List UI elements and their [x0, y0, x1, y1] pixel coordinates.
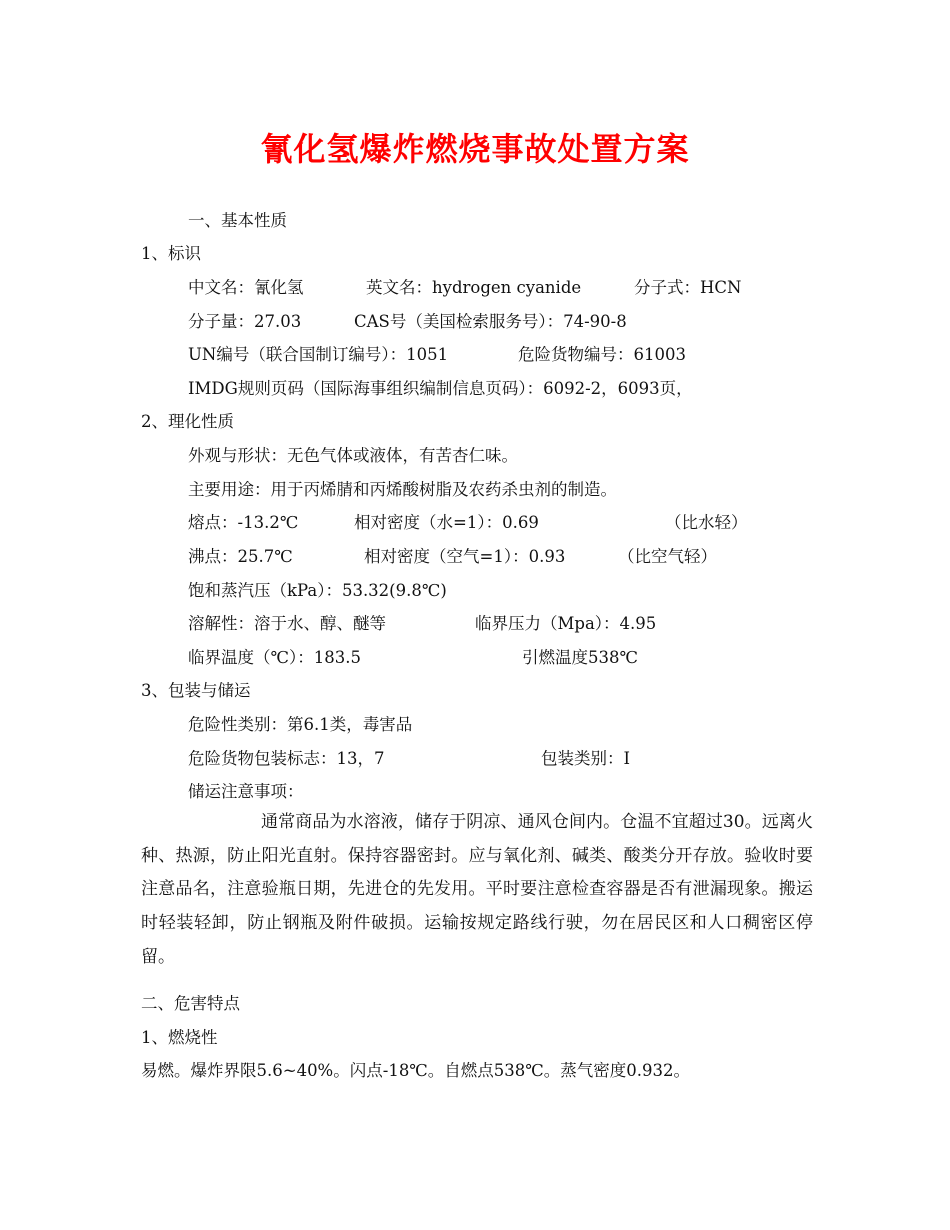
- dangerous-goods-number: 危险货物编号：61003: [518, 345, 686, 364]
- english-name: 英文名：hydrogen cyanide: [366, 278, 582, 297]
- subsection-flammability: 1、燃烧性: [141, 1028, 218, 1047]
- boiling-point: 沸点：25.7℃: [188, 547, 293, 566]
- document-title: 氰化氢爆炸燃烧事故处置方案: [260, 130, 690, 168]
- package-mark: 危险货物包装标志：13，7: [188, 749, 385, 768]
- section-heading-hazards: 二、危害特点: [141, 994, 240, 1013]
- main-usage: 主要用途：用于丙烯腈和丙烯酸树脂及农药杀虫剂的制造。: [188, 480, 617, 499]
- lighter-than-water: （比水轻）: [665, 513, 748, 532]
- package-category: 包装类别：Ⅰ: [541, 749, 631, 768]
- critical-temperature: 临界温度（℃）：183.5: [188, 648, 361, 667]
- subsection-packaging-storage: 3、包装与储运: [141, 681, 251, 700]
- subsection-identification: 1、标识: [141, 244, 201, 263]
- melting-point: 熔点：-13.2℃: [188, 513, 299, 532]
- flammability-text: 易燃。爆炸界限5.6~40%。闪点-18℃。自燃点538℃。蒸气密度0.932。: [141, 1061, 690, 1080]
- section-heading-basic-properties: 一、基本性质: [188, 211, 287, 230]
- relative-density-air: 相对密度（空气=1）：0.93: [364, 547, 566, 566]
- ignition-temperature: 引燃温度538℃: [522, 648, 638, 667]
- un-number: UN编号（联合国制订编号）：1051: [188, 345, 449, 364]
- cas-number: CAS号（美国检索服务号）：74-90-8: [354, 312, 627, 331]
- appearance: 外观与形状：无色气体或液体，有苦杏仁味。: [188, 446, 518, 465]
- subsection-physicochemical: 2、理化性质: [141, 412, 234, 431]
- relative-density-water: 相对密度（水=1）：0.69: [354, 513, 539, 532]
- lighter-than-air: （比空气轻）: [618, 547, 717, 566]
- vapor-pressure: 饱和蒸汽压（kPa）：53.32(9.8℃): [188, 581, 447, 600]
- critical-pressure: 临界压力（Mpa）：4.95: [475, 614, 657, 633]
- molecular-weight: 分子量：27.03: [188, 312, 302, 331]
- storage-notes-paragraph: 通常商品为水溶液，储存于阴凉、通风仓间内。仓温不宜超过30。远离火种、热源，防止阳光直射。保持容器密封。应与氧化剂、碱类、酸类分开存放。验收时要注意品名，注意验瓶日期，先进仓的先发用。平时要注意检查容器是否有泄漏现象。搬运时轻装轻卸，防止钢瓶及附件破损。运输按规定路线行驶，勿在居民区和人口稠密区停留。: [141, 812, 813, 967]
- imdg-page: IMDG规则页码（国际海事组织编制信息页码）：6092-2，6093页，: [188, 379, 693, 398]
- storage-notes-label: 储运注意事项：: [188, 782, 304, 801]
- molecular-formula: 分子式：HCN: [634, 278, 742, 297]
- chinese-name: 中文名：氰化氢: [188, 278, 304, 297]
- solubility: 溶解性：溶于水、醇、醚等: [188, 614, 386, 633]
- hazard-class: 危险性类别：第6.1类，毒害品: [188, 715, 413, 734]
